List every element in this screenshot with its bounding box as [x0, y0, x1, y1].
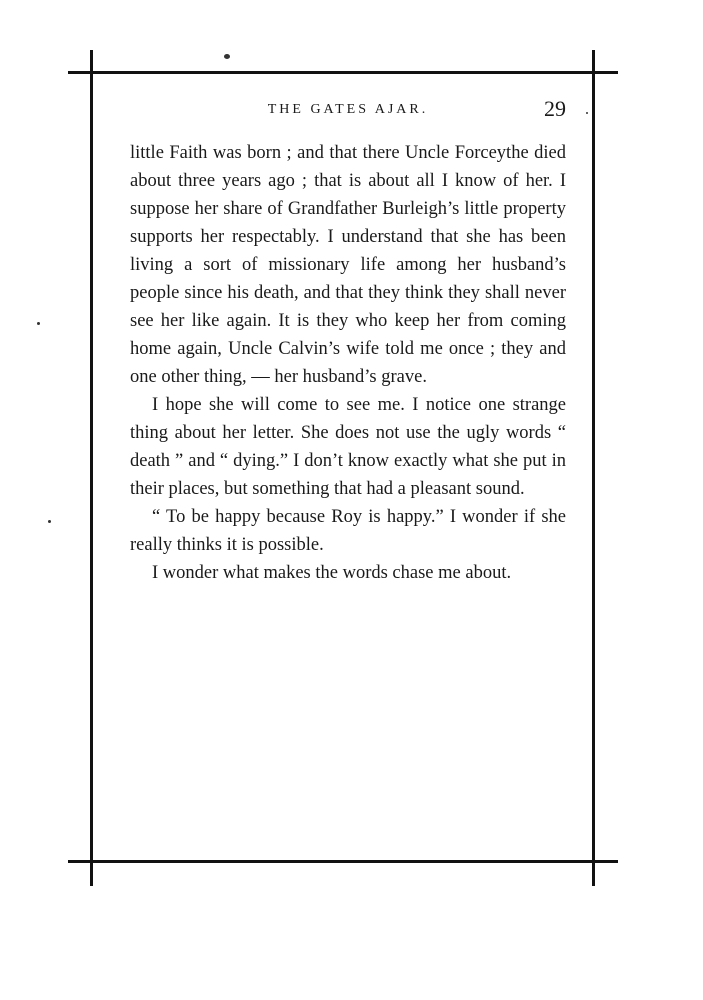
- frame-rule-top: [68, 71, 618, 74]
- frame-rule-left: [90, 50, 93, 886]
- ink-speck: [48, 520, 51, 523]
- running-head: THE GATES AJAR.: [267, 102, 429, 117]
- frame-rule-bottom: [68, 860, 618, 863]
- page-number: 29: [544, 96, 566, 121]
- paragraph-2: I hope she will come to see me. I notice one strange thing about her letter. She does not use the ugly words “ death ” and “ dying.” I don’t know exactly what she put in their places, but something that had a pleasant sound.: [130, 395, 566, 499]
- body-text: [130, 139, 566, 587]
- ink-speck: [37, 322, 40, 325]
- paragraph-3: “ To be happy because Roy is happy.” I wonder if she really thinks it is possible.: [130, 507, 566, 555]
- ink-speck: [586, 112, 588, 114]
- page-header: [130, 96, 566, 126]
- ink-speck: [224, 54, 230, 59]
- paragraph-1: little Faith was born ; and that there Uncle Forceythe died about three years ago ; that is about all I know of her. I suppose her share of Grandfather Burleigh’s little property supports her respectably. I understand that she has been living a sort of missionary life among her husband’s people since his death, and that they think they shall never see her like again. It is they who keep her from coming home again, Uncle Calvin’s wife told me once ; they and one other thing, — her husband’s grave.: [130, 143, 566, 387]
- frame-rule-right: [592, 50, 595, 886]
- paragraph-4: I wonder what makes the words chase me about.: [152, 563, 512, 583]
